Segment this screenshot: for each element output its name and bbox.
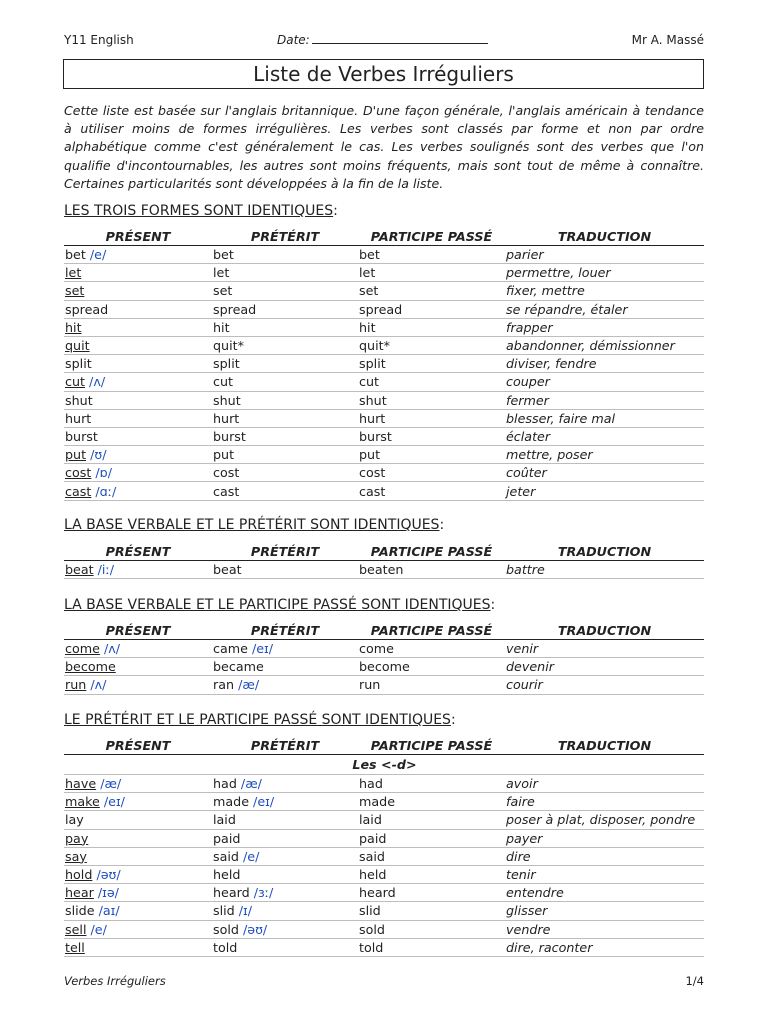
translation-cell: dire, raconter	[505, 938, 704, 956]
translation-cell: poser à plat, disposer, pondre	[505, 811, 704, 829]
phonetic-present: /ʌ/	[90, 677, 107, 693]
present-cell	[64, 793, 212, 811]
participle-cell: let	[358, 264, 505, 282]
participle-cell: spread	[358, 300, 505, 318]
preterit-cell	[212, 938, 358, 956]
participle-cell: come	[358, 640, 505, 658]
verb-present: hear	[65, 885, 94, 901]
present-cell	[64, 640, 212, 658]
verb-present: tell	[65, 939, 85, 955]
table-row	[64, 427, 704, 445]
phonetic-preterit: /eɪ/	[251, 641, 274, 657]
verb-preterit: made	[213, 794, 249, 810]
present-cell	[64, 318, 212, 336]
translation-cell: blesser, faire mal	[505, 409, 704, 427]
table-row	[64, 676, 704, 694]
verb-preterit: held	[213, 867, 241, 883]
column-header: TRADUCTION	[505, 542, 704, 561]
translation-cell: courir	[505, 676, 704, 694]
preterit-cell	[212, 640, 358, 658]
date-label: Date:	[277, 33, 310, 47]
phonetic-preterit: /əʊ/	[243, 921, 268, 937]
verb-preterit: bet	[213, 247, 234, 263]
verb-present: sell	[65, 921, 87, 937]
preterit-cell	[212, 847, 358, 865]
participle-cell: cut	[358, 373, 505, 391]
preterit-cell	[212, 446, 358, 464]
teacher-name: Mr A. Massé	[631, 33, 704, 47]
verb-preterit: sold	[213, 921, 239, 937]
verb-present: hit	[65, 319, 82, 335]
preterit-cell	[212, 775, 358, 793]
present-cell	[64, 464, 212, 482]
translation-cell: jeter	[505, 482, 704, 500]
present-cell	[64, 676, 212, 694]
verb-preterit: said	[213, 848, 239, 864]
preterit-cell	[212, 336, 358, 354]
verb-present: have	[65, 776, 97, 792]
table-row	[64, 640, 704, 658]
phonetic-preterit: /e/	[243, 848, 260, 864]
participle-cell: bet	[358, 246, 505, 264]
translation-cell: abandonner, démissionner	[505, 336, 704, 354]
translation-cell: permettre, louer	[505, 264, 704, 282]
verb-preterit: put	[213, 447, 235, 463]
participle-cell: sold	[358, 920, 505, 938]
translation-cell: tenir	[505, 865, 704, 883]
section-title-text: LA BASE VERBALE ET LE PRÉTÉRIT SONT IDENTIQUES	[64, 517, 440, 533]
present-cell	[64, 902, 212, 920]
phonetic-preterit: /ɪ/	[238, 903, 253, 919]
translation-cell: frapper	[505, 318, 704, 336]
participle-cell: split	[358, 355, 505, 373]
table-row	[64, 775, 704, 793]
phonetic-preterit: /eɪ/	[253, 794, 275, 810]
participle-cell: slid	[358, 902, 505, 920]
present-cell	[64, 884, 212, 902]
participle-cell: set	[358, 282, 505, 300]
preterit-cell	[212, 409, 358, 427]
section-title: LES TROIS FORMES SONT IDENTIQUES:	[64, 203, 338, 219]
verb-preterit: ran	[213, 677, 235, 693]
verb-preterit: cut	[213, 374, 233, 390]
preterit-cell	[212, 391, 358, 409]
participle-cell: made	[358, 793, 505, 811]
translation-cell: parier	[505, 246, 704, 264]
present-cell	[64, 829, 212, 847]
participle-cell: burst	[358, 427, 505, 445]
table-row	[64, 336, 704, 354]
participle-cell: beaten	[358, 561, 505, 579]
table-row	[64, 355, 704, 373]
verb-table	[64, 227, 704, 501]
preterit-cell	[212, 920, 358, 938]
preterit-cell	[212, 246, 358, 264]
preterit-cell	[212, 318, 358, 336]
present-cell	[64, 300, 212, 318]
intro-paragraph: Cette liste est basée sur l'anglais britannique. D'une façon générale, l'anglais américain à tendance à utiliser moins de formes irrégulières. Les verbes sont classés par forme et non par ordre alphabétique comme c'est généralement le cas. Les verbes soulignés sont des verbes que l'on qualifie d'incontournables, les autres sont moins fréquents, mais sont tout de même à connaître. Certaines particularités sont développées à la fin de la liste.	[64, 103, 704, 191]
verb-present: cost	[65, 465, 92, 481]
present-cell	[64, 373, 212, 391]
preterit-cell	[212, 902, 358, 920]
present-cell	[64, 264, 212, 282]
verb-present: become	[65, 659, 116, 675]
verb-present: hold	[65, 867, 93, 883]
table-row	[64, 391, 704, 409]
participle-cell: become	[358, 658, 505, 676]
phonetic-preterit: /æ/	[238, 677, 260, 693]
table-header-row	[64, 736, 704, 755]
verb-present: say	[65, 848, 87, 864]
verb-present: quit	[65, 338, 90, 354]
column-header: PRÉTÉRIT	[212, 621, 358, 640]
phonetic-present: /ɑː/	[95, 483, 117, 499]
phonetic-present: /ʊ/	[90, 447, 107, 463]
verb-present: run	[65, 677, 87, 693]
table-row	[64, 847, 704, 865]
present-cell	[64, 391, 212, 409]
section-title-text: LE PRÉTÉRIT ET LE PARTICIPE PASSÉ SONT IDENTIQUES	[64, 712, 451, 728]
preterit-cell	[212, 561, 358, 579]
verb-preterit: shut	[213, 392, 241, 408]
phonetic-present: /æ/	[100, 776, 122, 792]
verb-preterit: quit*	[213, 338, 244, 354]
column-header: PARTICIPE PASSÉ	[358, 736, 505, 755]
translation-cell: dire	[505, 847, 704, 865]
verb-present: beat	[65, 562, 94, 578]
participle-cell: paid	[358, 829, 505, 847]
verb-present: let	[65, 265, 82, 281]
footer-title: Verbes Irréguliers	[64, 974, 166, 988]
translation-cell: venir	[505, 640, 704, 658]
present-cell	[64, 282, 212, 300]
present-cell	[64, 482, 212, 500]
table-row	[64, 464, 704, 482]
translation-cell: diviser, fendre	[505, 355, 704, 373]
column-header: PARTICIPE PASSÉ	[358, 542, 505, 561]
verb-preterit: set	[213, 283, 233, 299]
phonetic-preterit: /æ/	[240, 776, 262, 792]
verb-present: pay	[65, 830, 89, 846]
participle-cell: said	[358, 847, 505, 865]
verb-preterit: came	[213, 641, 248, 657]
table-row	[64, 446, 704, 464]
translation-cell: entendre	[505, 884, 704, 902]
present-cell	[64, 446, 212, 464]
translation-cell: éclater	[505, 427, 704, 445]
present-cell	[64, 938, 212, 956]
verb-preterit: burst	[213, 428, 246, 444]
participle-cell: heard	[358, 884, 505, 902]
present-cell	[64, 409, 212, 427]
present-cell	[64, 775, 212, 793]
verb-present: bet	[65, 247, 86, 263]
table-row	[64, 409, 704, 427]
verb-preterit: heard	[213, 885, 250, 901]
table-row	[64, 246, 704, 264]
present-cell	[64, 658, 212, 676]
column-header: PRÉSENT	[64, 736, 212, 755]
preterit-cell	[212, 282, 358, 300]
phonetic-present: /ɪə/	[97, 885, 119, 901]
table-row	[64, 282, 704, 300]
verb-preterit: told	[213, 939, 238, 955]
column-header: PARTICIPE PASSÉ	[358, 621, 505, 640]
table-row	[64, 264, 704, 282]
translation-cell: glisser	[505, 902, 704, 920]
preterit-cell	[212, 676, 358, 694]
column-header: PRÉSENT	[64, 227, 212, 246]
verb-present: shut	[65, 392, 93, 408]
column-header: TRADUCTION	[505, 227, 704, 246]
present-cell	[64, 355, 212, 373]
subheading: Les <-d>	[64, 755, 704, 775]
section-title: LA BASE VERBALE ET LE PRÉTÉRIT SONT IDENTIQUES:	[64, 517, 445, 533]
present-cell	[64, 811, 212, 829]
table-row	[64, 658, 704, 676]
verb-preterit: let	[213, 265, 230, 281]
section-title-text: LES TROIS FORMES SONT IDENTIQUES	[64, 203, 334, 219]
participle-cell: put	[358, 446, 505, 464]
translation-cell: faire	[505, 793, 704, 811]
table-row	[64, 938, 704, 956]
verb-preterit: had	[213, 776, 237, 792]
preterit-cell	[212, 793, 358, 811]
verb-present: come	[65, 641, 100, 657]
verb-present: lay	[65, 812, 84, 828]
column-header: TRADUCTION	[505, 736, 704, 755]
subheading-row	[64, 755, 704, 775]
verb-present: set	[65, 283, 85, 299]
participle-cell: cost	[358, 464, 505, 482]
participle-cell: told	[358, 938, 505, 956]
verb-present: burst	[65, 428, 98, 444]
preterit-cell	[212, 427, 358, 445]
present-cell	[64, 427, 212, 445]
verb-preterit: laid	[213, 812, 236, 828]
participle-cell: had	[358, 775, 505, 793]
phonetic-present: /eɪ/	[103, 794, 125, 810]
verb-table	[64, 542, 704, 579]
verb-present: split	[65, 356, 92, 372]
participle-cell: hit	[358, 318, 505, 336]
table-header-row	[64, 542, 704, 561]
column-header: PRÉTÉRIT	[212, 542, 358, 561]
table-row	[64, 811, 704, 829]
section-title: LE PRÉTÉRIT ET LE PARTICIPE PASSÉ SONT IDENTIQUES:	[64, 712, 456, 728]
verb-present: spread	[65, 301, 109, 317]
verb-present: cut	[65, 374, 85, 390]
table-row	[64, 561, 704, 579]
translation-cell: devenir	[505, 658, 704, 676]
participle-cell: shut	[358, 391, 505, 409]
verb-preterit: spread	[213, 301, 257, 317]
translation-cell: coûter	[505, 464, 704, 482]
participle-cell: run	[358, 676, 505, 694]
preterit-cell	[212, 355, 358, 373]
participle-cell: quit*	[358, 336, 505, 354]
table-row	[64, 865, 704, 883]
column-header: PRÉSENT	[64, 542, 212, 561]
table-row	[64, 318, 704, 336]
verb-preterit: cost	[213, 465, 240, 481]
phonetic-present: /iː/	[97, 562, 115, 578]
verb-preterit: paid	[213, 830, 241, 846]
translation-cell: se répandre, étaler	[505, 300, 704, 318]
column-header: PARTICIPE PASSÉ	[358, 227, 505, 246]
preterit-cell	[212, 482, 358, 500]
participle-cell: laid	[358, 811, 505, 829]
translation-cell: fixer, mettre	[505, 282, 704, 300]
preterit-cell	[212, 464, 358, 482]
present-cell	[64, 561, 212, 579]
preterit-cell	[212, 829, 358, 847]
phonetic-present: /ʌ/	[103, 641, 121, 657]
preterit-cell	[212, 811, 358, 829]
participle-cell: cast	[358, 482, 505, 500]
phonetic-present: /aɪ/	[98, 903, 120, 919]
present-cell	[64, 920, 212, 938]
phonetic-present: /ʌ/	[89, 374, 106, 390]
column-header: PRÉSENT	[64, 621, 212, 640]
table-row	[64, 902, 704, 920]
verb-preterit: became	[213, 659, 264, 675]
table-row	[64, 920, 704, 938]
present-cell	[64, 246, 212, 264]
phonetic-present: /ɒ/	[95, 465, 112, 481]
verb-preterit: cast	[213, 483, 240, 499]
phonetic-present: /əʊ/	[96, 867, 121, 883]
table-row	[64, 829, 704, 847]
verb-table	[64, 736, 704, 957]
verb-present: cast	[65, 483, 92, 499]
table-row	[64, 300, 704, 318]
present-cell	[64, 865, 212, 883]
translation-cell: couper	[505, 373, 704, 391]
table-row	[64, 482, 704, 500]
column-header: PRÉTÉRIT	[212, 736, 358, 755]
table-header-row	[64, 621, 704, 640]
translation-cell: fermer	[505, 391, 704, 409]
translation-cell: avoir	[505, 775, 704, 793]
verb-preterit: hurt	[213, 410, 240, 426]
verb-preterit: slid	[213, 903, 235, 919]
verb-preterit: beat	[213, 562, 242, 578]
page-title: Liste de Verbes Irréguliers	[63, 59, 704, 89]
column-header: PRÉTÉRIT	[212, 227, 358, 246]
preterit-cell	[212, 884, 358, 902]
present-cell	[64, 336, 212, 354]
table-row	[64, 373, 704, 391]
phonetic-present: /e/	[90, 921, 107, 937]
section-title-text: LA BASE VERBALE ET LE PARTICIPE PASSÉ SONT IDENTIQUES	[64, 597, 491, 613]
page-number: 1/4	[685, 974, 704, 988]
verb-present: put	[65, 447, 87, 463]
translation-cell: vendre	[505, 920, 704, 938]
preterit-cell	[212, 658, 358, 676]
column-header: TRADUCTION	[505, 621, 704, 640]
preterit-cell	[212, 373, 358, 391]
date-blank-line	[312, 33, 488, 44]
verb-preterit: split	[213, 356, 240, 372]
course-label: Y11 English	[64, 33, 134, 47]
phonetic-present: /e/	[89, 247, 107, 263]
verb-present: hurt	[65, 410, 92, 426]
table-header-row	[64, 227, 704, 246]
translation-cell: mettre, poser	[505, 446, 704, 464]
preterit-cell	[212, 300, 358, 318]
date-field	[277, 33, 488, 47]
participle-cell: held	[358, 865, 505, 883]
translation-cell: payer	[505, 829, 704, 847]
preterit-cell	[212, 264, 358, 282]
verb-present: slide	[65, 903, 95, 919]
preterit-cell	[212, 865, 358, 883]
verb-preterit: hit	[213, 319, 230, 335]
section-title: LA BASE VERBALE ET LE PARTICIPE PASSÉ SONT IDENTIQUES:	[64, 597, 496, 613]
table-row	[64, 793, 704, 811]
table-row	[64, 884, 704, 902]
phonetic-preterit: /ɜː/	[253, 885, 274, 901]
participle-cell: hurt	[358, 409, 505, 427]
verb-present: make	[65, 794, 100, 810]
present-cell	[64, 847, 212, 865]
translation-cell: battre	[505, 561, 704, 579]
verb-table	[64, 621, 704, 695]
